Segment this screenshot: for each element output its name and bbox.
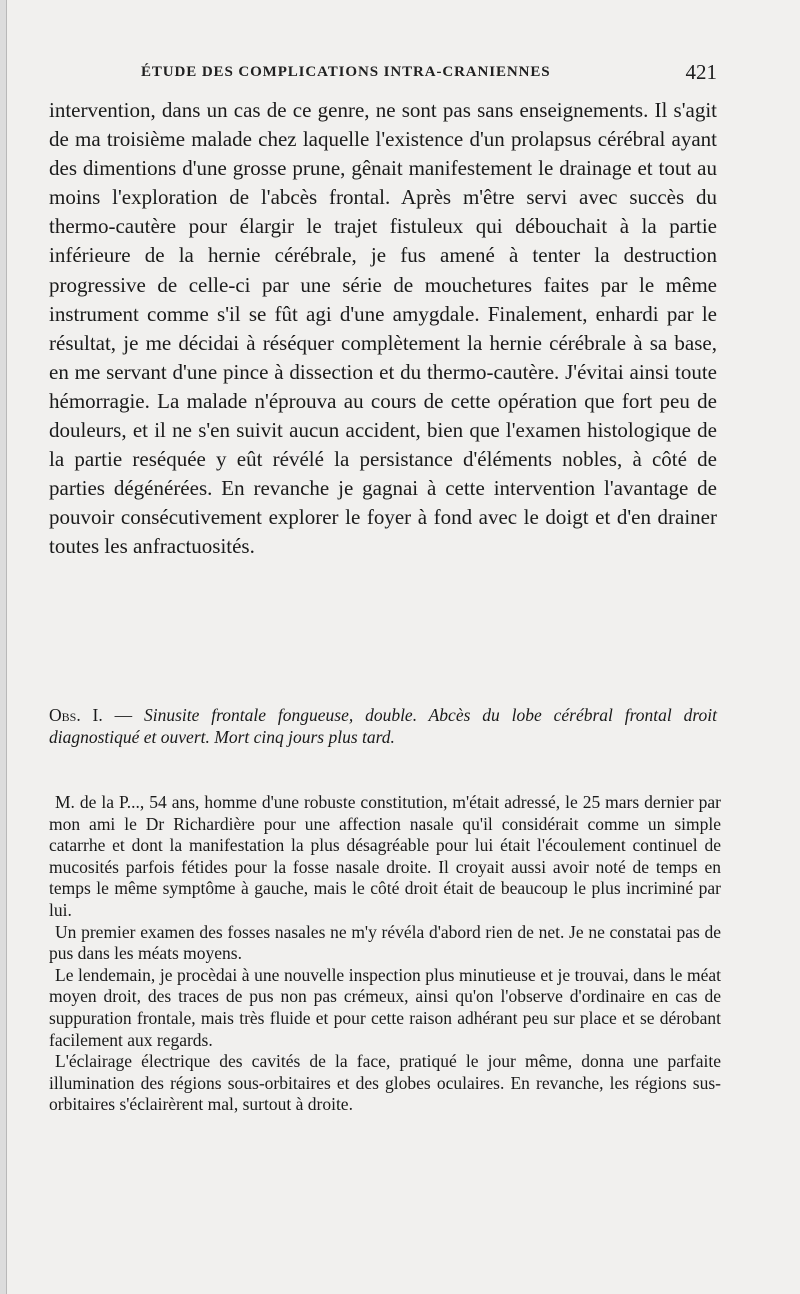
page-number: 421 <box>685 60 717 84</box>
main-paragraph: intervention, dans un cas de ce genre, ne sont pas sans enseignements. Il s'agit de ma troisième malade chez laquelle l'existence d'un prolapsus cérébral ayant des dimentions d'une grosse prune, gênait manifestement le drainage et tout au moins l'exploration de l'abcès frontal. Après m'être servi avec succès du thermo-cautère pour élargir le trajet fistuleux qui débouchait à la partie inférieure de la hernie cérébrale, je fus amené à tenter la destruction progressive de celle-ci par une série de mouchetures faites par le même instrument comme s'il se fût agi d'une amygdale. Finalement, enhardi par le résultat, je me décidai à réséquer complètement la hernie cérébrale à sa base, en me servant d'une pince à dissection et du thermo-cautère. J'évitai ainsi toute hémorragie. La malade n'éprouva au cours de cette opération que fort peu de douleurs, et il ne s'en suivit aucun accident, bien que l'examen histologique de la partie reséquée y eût révélé la persistance d'éléments nobles, à côté de parties dégénérées. En revanche je gagnai à cette intervention l'avantage de pouvoir consécutivement explorer le foyer à fond avec le doigt et d'en drainer toutes les anfractuosités. <box>49 98 717 559</box>
running-header <box>49 62 717 86</box>
case-paragraph-2: Un premier examen des fosses nasales ne m'y révéla d'abord rien de net. Je ne constatai pas de pus dans les méats moyens. <box>49 921 721 964</box>
case-paragraph-1: M. de la P..., 54 ans, homme d'une robuste constitution, m'était adressé, le 25 mars dernier par mon ami le Dr Richardière pour une affection nasale qu'il considérait comme un simple catarrhe et dont la manifestation la plus désagréable pour lui était l'écoulement continuel de mucosités parfois fétides pour la fosse nasale droite. Il croyait aussi avoir noté de temps en temps le même symptôme à gauche, mais le côté droit était de beaucoup le plus incriminé par lui. <box>49 792 721 920</box>
running-title: ÉTUDE DES COMPLICATIONS INTRA-CRANIENNES <box>141 64 551 80</box>
observation-heading <box>49 704 717 748</box>
case-paragraph-3: Le lendemain, je procèdai à une nouvelle inspection plus minutieuse et je trouvai, dans le méat moyen droit, des traces de pus non pas crémeux, ainsi qu'on l'observe d'ordinaire en cas de suppuration frontale, mais très fluide et pour cette raison adhérant peu sur place et se dérobant facilement aux regards. <box>49 964 721 1050</box>
case-paragraph-4: L'éclairage électrique des cavités de la face, pratiqué le jour même, donna une parfaite illumination des régions sous-orbitaires et des globes oculaires. En revanche, les régions sus-orbitaires s'éclairèrent mal, surtout à droite. <box>49 1051 721 1115</box>
book-page <box>6 0 800 1294</box>
case-report <box>49 792 721 1116</box>
observation-label: Obs. I. — <box>49 705 133 725</box>
observation-title: Sinusite frontale fongueuse, double. Abcès du lobe cérébral frontal droit diagnostiqué et ouvert. Mort cinq jours plus tard. <box>49 705 717 747</box>
